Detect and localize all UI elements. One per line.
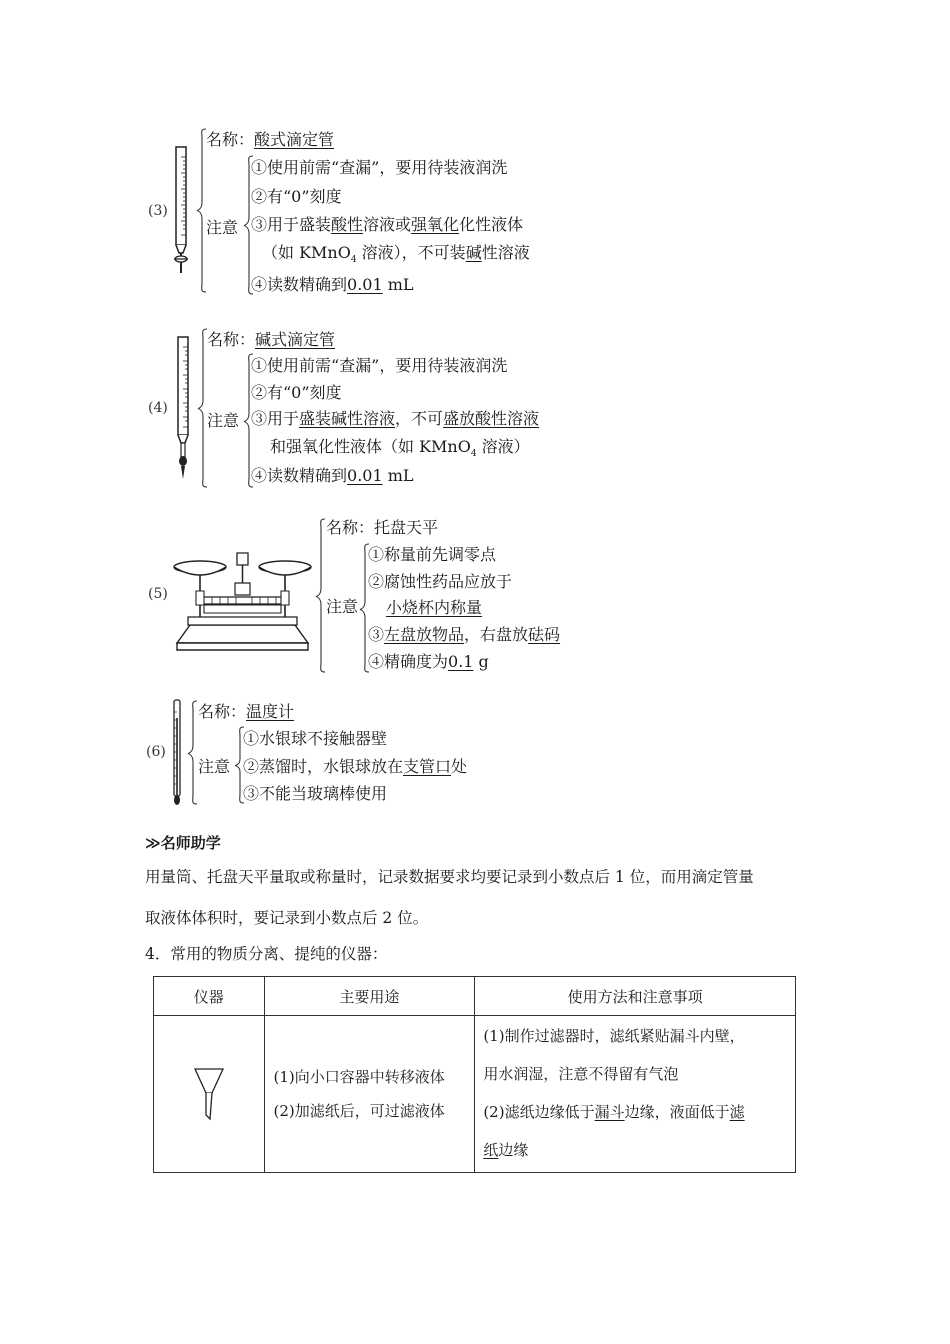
brace-outer [197, 128, 207, 293]
use-line: (2)加滤纸后，可过滤液体 [273, 1102, 445, 1120]
brace-outer [316, 518, 326, 673]
note-line: ②有“0”刻度 [251, 383, 342, 402]
note-line: 和强氧化性液体（如 KMnO$_4$ 溶液） [270, 437, 530, 460]
name-label: 名称：酸式滴定管 [206, 130, 335, 149]
note-line: ①使用前需“查漏”，要用待装液润洗 [251, 356, 508, 375]
tray-balance-icon [170, 545, 315, 655]
name-label: 名称：碱式滴定管 [207, 330, 336, 349]
item-number: (6) [146, 744, 166, 760]
note-line: ①称量前先调零点 [368, 545, 497, 564]
note-line: ④读数精确到0.01 mL [251, 275, 414, 294]
table-header: 仪器 [154, 977, 265, 1016]
tip-heading: ≫名师助学 [145, 834, 221, 852]
note-line: （如 KMnO$_4$ 溶液），不可装碱性溶液 [262, 243, 530, 266]
note-line: (2)滤纸边缘低于漏斗边缘，液面低于滤 [483, 1103, 745, 1121]
acid-burette-icon [170, 145, 194, 285]
instrument-cell [154, 1016, 265, 1173]
tip-line: 用量筒、托盘天平量取或称量时，记录数据要求均要记录到小数点后 1 位，而用滴定管量 [145, 868, 754, 886]
name-label: 名称：托盘天平 [326, 518, 439, 537]
instrument-name: 温度计 [246, 702, 295, 721]
note-line: ②蒸馏时，水银球放在支管口处 [243, 757, 468, 776]
note-line: 用水润湿，注意不得留有气泡 [483, 1065, 679, 1083]
note-line: ④精确度为0.1 g [368, 652, 489, 671]
note-line: ③用于盛装酸性溶液或强氧化化性液体 [251, 215, 524, 234]
tip-line: 取液体体积时，要记录到小数点后 2 位。 [145, 909, 429, 927]
note-line: (1)制作过滤器时，滤纸紧贴漏斗内壁， [483, 1027, 745, 1045]
brace-outer [188, 700, 198, 805]
table-row [154, 1016, 796, 1173]
note-line: ③不能当玻璃棒使用 [243, 784, 388, 803]
note-label: 注意 [198, 757, 231, 776]
use-line: (1)向小口容器中转移液体 [273, 1068, 445, 1086]
note-line: ④读数精确到0.01 mL [251, 466, 414, 485]
note-label: 注意 [326, 597, 359, 616]
note-line: ①使用前需“查漏”，要用待装液润洗 [251, 158, 508, 177]
note-line: ②腐蚀性药品应放于 [368, 572, 513, 591]
item-number: (5) [148, 586, 168, 602]
note-line: ③左盘放物品，右盘放砝码 [368, 625, 561, 644]
base-burette-icon [172, 335, 196, 483]
note-label: 注意 [207, 411, 240, 430]
instrument-name: 酸式滴定管 [254, 130, 335, 149]
name-label: 名称：温度计 [198, 702, 295, 721]
item-number: (4) [148, 400, 168, 416]
thermometer-icon [170, 698, 184, 808]
instrument-name: 碱式滴定管 [255, 330, 336, 349]
note-label: 注意 [206, 218, 239, 237]
notes-cell [475, 1016, 796, 1173]
uses-cell [264, 1016, 475, 1173]
brace-outer [198, 328, 208, 488]
separation-instruments-table [153, 976, 796, 1173]
note-line: ②有“0”刻度 [251, 187, 342, 206]
item-number: (3) [148, 203, 168, 219]
note-line: 小烧杯内称量 [386, 598, 483, 617]
note-line: ③用于盛装碱性溶液，不可盛放酸性溶液 [251, 409, 540, 428]
table-header: 主要用途 [264, 977, 475, 1016]
note-line: 纸边缘 [483, 1141, 529, 1159]
funnel-icon [189, 1063, 229, 1123]
instrument-name: 托盘天平 [374, 518, 439, 537]
section-title: 4．常用的物质分离、提纯的仪器： [145, 945, 388, 963]
note-line: ①水银球不接触器壁 [243, 729, 388, 748]
table-header: 使用方法和注意事项 [475, 977, 796, 1016]
